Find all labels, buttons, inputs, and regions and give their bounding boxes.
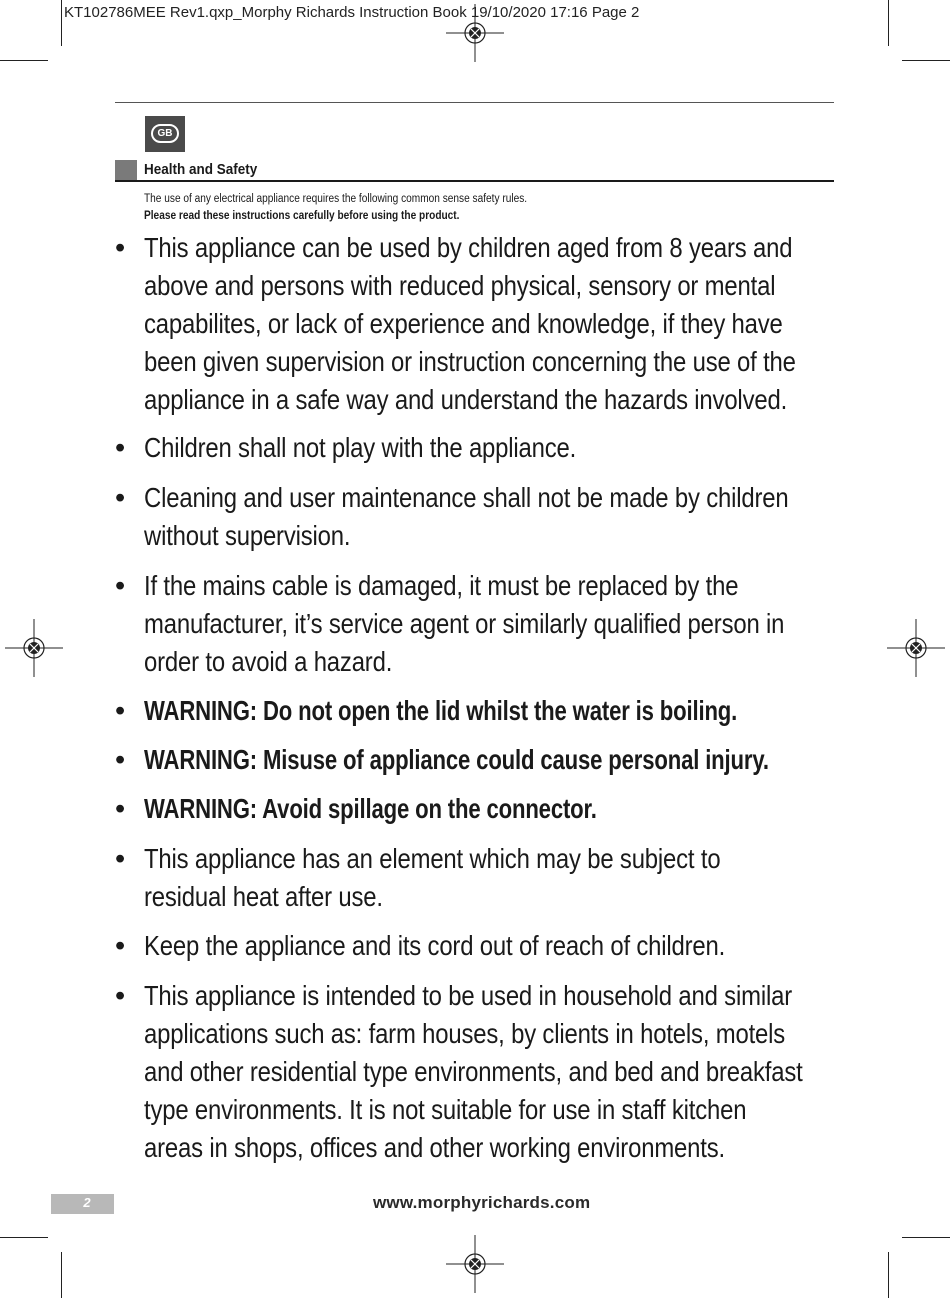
safety-bullet-item — [115, 229, 875, 419]
bullet-dot-icon: • — [115, 432, 126, 464]
safety-bullet-item — [115, 927, 875, 965]
crop-mark-bottom-right-vertical — [888, 1252, 889, 1298]
crop-mark-top-left-horizontal — [0, 60, 48, 61]
registration-mark-bottom-icon — [446, 1235, 504, 1293]
safety-bullet-item — [115, 840, 875, 916]
bullet-text — [144, 429, 576, 467]
website-url: www.morphyrichards.com — [373, 1193, 591, 1212]
print-slug-line: KT102786MEE Rev1.qxp_Morphy Richards Instruction Book 19/10/2020 17:16 Page 2 — [64, 4, 640, 21]
safety-bullet-item — [115, 479, 875, 555]
bullet-text-line: This appliance can be used by children aged from 8 years and — [144, 232, 793, 263]
section-marker-block — [115, 160, 137, 180]
bullet-text — [144, 840, 720, 916]
intro-line-bold: Please read these instructions carefully before using the product. — [144, 210, 460, 222]
crop-mark-top-right-vertical — [888, 0, 889, 46]
bullet-dot-icon: • — [115, 793, 126, 825]
bullet-text — [144, 927, 725, 965]
registration-mark-left-icon — [5, 619, 63, 677]
bullet-dot-icon: • — [115, 482, 126, 514]
bullet-dot-icon: • — [115, 980, 126, 1012]
bullet-text-line: WARNING: Avoid spillage on the connector. — [144, 793, 597, 824]
crop-mark-top-right-horizontal — [902, 60, 950, 61]
registration-mark-right-icon — [887, 619, 945, 677]
bullet-dot-icon: • — [115, 843, 126, 875]
language-tab — [145, 116, 185, 152]
header-rule — [115, 102, 834, 103]
bullet-text-line: and other residential type environments, and bed and breakfast — [144, 1056, 803, 1087]
bullet-text-line: above and persons with reduced physical, sensory or mental — [144, 270, 776, 301]
section-rule — [115, 180, 834, 182]
bullet-text — [144, 567, 784, 681]
bullet-text-line: residual heat after use. — [144, 881, 383, 912]
bullet-text-line: Children shall not play with the appliance. — [144, 432, 577, 463]
bullet-text-line: Cleaning and user maintenance shall not be made by children — [144, 482, 789, 513]
crop-mark-bottom-left-vertical — [61, 1252, 62, 1298]
language-badge: GB — [151, 124, 179, 143]
page-number-tab — [51, 1194, 114, 1214]
bullet-text-line: WARNING: Misuse of appliance could cause personal injury. — [144, 744, 769, 775]
bullet-text-line: capabilites, or lack of experience and knowledge, if they have — [144, 308, 783, 339]
warning-text — [144, 692, 737, 730]
bullet-text-line: areas in shops, offices and other working environments. — [144, 1132, 725, 1163]
registration-mark-top-icon — [446, 4, 504, 62]
bullet-text-line: This appliance has an element which may be subject to — [144, 843, 721, 874]
bullet-dot-icon: • — [115, 232, 126, 264]
bullet-text-line: manufacturer, it’s service agent or similarly qualified person in — [144, 608, 785, 639]
warning-text — [144, 741, 769, 779]
crop-mark-bottom-left-horizontal — [0, 1237, 48, 1238]
section-title: Health and Safety — [144, 161, 258, 178]
bullet-text-line: been given supervision or instruction concerning the use of the — [144, 346, 796, 377]
bullet-text-line: appliance in a safe way and understand the hazards involved. — [144, 384, 788, 415]
safety-bullet-item — [115, 692, 875, 730]
bullet-text-line: order to avoid a hazard. — [144, 646, 393, 677]
bullet-text-line: Keep the appliance and its cord out of reach of children. — [144, 930, 726, 961]
safety-bullet-item — [115, 790, 875, 828]
bullet-text — [144, 977, 803, 1167]
bullet-text-line: type environments. It is not suitable for use in staff kitchen — [144, 1094, 747, 1125]
bullet-text-line: without supervision. — [144, 520, 351, 551]
bullet-dot-icon: • — [115, 570, 126, 602]
bullet-text-line: This appliance is intended to be used in household and similar — [144, 980, 792, 1011]
bullet-dot-icon: • — [115, 930, 126, 962]
crop-mark-top-left-vertical — [61, 0, 62, 46]
warning-text — [144, 790, 597, 828]
bullet-text-line: applications such as: farm houses, by clients in hotels, motels — [144, 1018, 786, 1049]
safety-bullet-item — [115, 741, 875, 779]
bullet-dot-icon: • — [115, 695, 126, 727]
safety-bullet-item — [115, 567, 875, 681]
bullet-text-line: WARNING: Do not open the lid whilst the water is boiling. — [144, 695, 738, 726]
safety-bullet-item — [115, 977, 875, 1167]
section-intro — [144, 191, 527, 225]
intro-line: The use of any electrical appliance requires the following common sense safety rules. — [144, 193, 528, 205]
bullet-text — [144, 229, 796, 419]
crop-mark-bottom-right-horizontal — [902, 1237, 950, 1238]
bullet-text-line: If the mains cable is damaged, it must be replaced by the — [144, 570, 739, 601]
bullet-dot-icon: • — [115, 744, 126, 776]
bullet-text — [144, 479, 789, 555]
safety-bullet-item — [115, 429, 875, 467]
page-number: 2 — [83, 1195, 91, 1210]
